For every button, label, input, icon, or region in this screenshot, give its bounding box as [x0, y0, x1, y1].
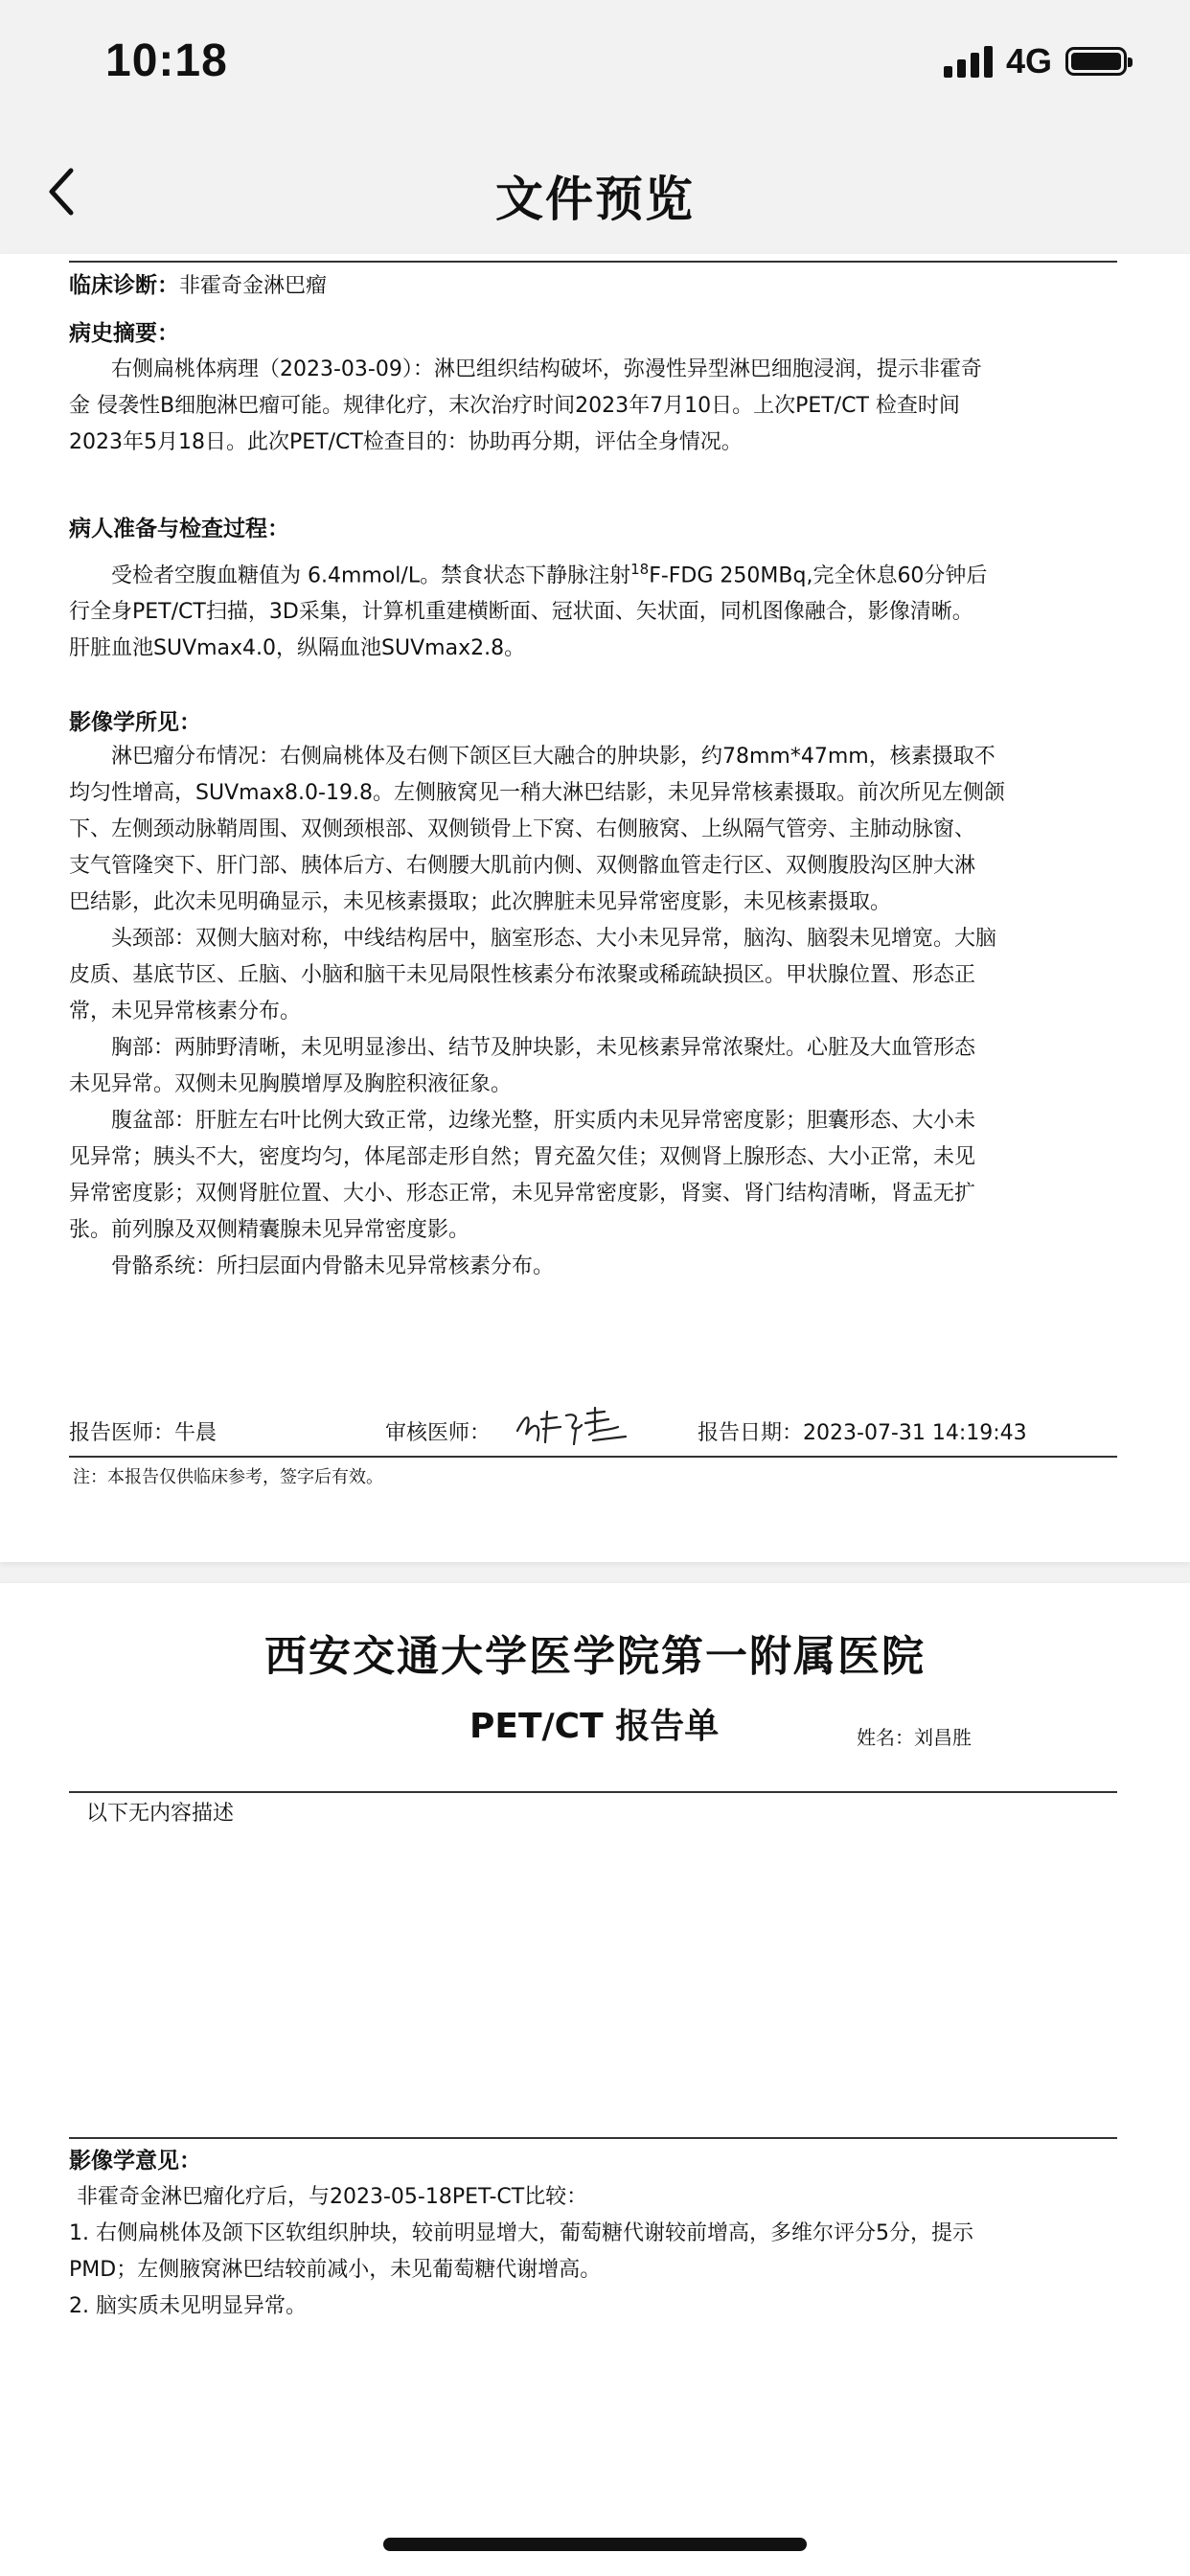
findings-line: 下、左侧颈动脉鞘周围、双侧颈根部、双侧锁骨上下窝、右侧腋窝、上纵隔气管旁、主肺动脉窗、 — [69, 817, 976, 841]
document-page-2 — [0, 1583, 1190, 2576]
status-bar — [0, 0, 1190, 134]
signature-image — [513, 1402, 637, 1450]
opinion-line: 2. 脑实质未见明显异常。 — [69, 2294, 307, 2318]
findings-line: 见异常；胰头不大，密度均匀，体尾部走形自然；胃充盈欠佳；双侧肾上腺形态、大小正常，未见 — [69, 1145, 976, 1169]
opinion-body — [69, 2179, 1133, 2325]
prep-superscript: 18 — [630, 561, 650, 578]
status-time: 10:18 — [105, 35, 228, 86]
findings-line: 未见异常。双侧未见胸膜增厚及胸腔积液征象。 — [69, 1072, 513, 1096]
findings-line: 胸部：两肺野清晰，未见明显渗出、结节及肿块影，未见核素异常浓聚灶。心脏及大血管形态 — [111, 1036, 976, 1060]
report-title — [469, 1708, 719, 1745]
findings-line: 异常密度影；双侧肾脏位置、大小、形态正常，未见异常密度影，肾窦、肾门结构清晰，肾盂无扩 — [69, 1182, 976, 1206]
hospital-name: 西安交通大学医学院第一附属医院 — [264, 1632, 926, 1681]
document-page-1 — [0, 254, 1190, 1562]
no-more-content: 以下无内容描述 — [86, 1802, 235, 1826]
opinion-line: 1. 右侧扁桃体及颌下区软组织肿块，较前明显增大，葡萄糖代谢较前增高，多维尔评分5分，提示 — [69, 2221, 973, 2245]
history-line: 右侧扁桃体病理（2023-03-09）：淋巴组织结构破坏，弥漫性异型淋巴细胞浸润，提示非霍奇 — [111, 357, 982, 381]
prep-title: 病人准备与检查过程： — [69, 517, 289, 541]
nav-bar — [0, 134, 1190, 254]
divider — [69, 2137, 1117, 2139]
report-title-en: PET/CT — [469, 1707, 604, 1746]
opinion-title: 影像学意见： — [69, 2149, 201, 2174]
patient-name: 姓名：刘昌胜 — [857, 1726, 972, 1749]
report-date — [698, 1415, 1027, 1452]
findings-line: 张。前列腺及双侧精囊腺未见异常密度影。 — [69, 1218, 470, 1242]
divider — [69, 261, 1117, 263]
prep-line — [69, 551, 1123, 594]
findings-line: 常，未见异常核素分布。 — [69, 1000, 302, 1024]
reviewer-label: 审核医师： — [385, 1421, 492, 1445]
history-body — [69, 352, 1123, 461]
findings-line: 头颈部：双侧大脑对称，中线结构居中，脑室形态、大小未见异常，脑沟、脑裂未见增宽。大脑 — [111, 927, 997, 951]
findings-line: 腹盆部：肝脏左右叶比例大致正常，边缘光整，肝实质内未见异常密度影；胆囊形态、大小未 — [111, 1109, 976, 1133]
findings-body — [69, 739, 1123, 1285]
history-line: 金 侵袭性B细胞淋巴瘤可能。规律化疗，末次治疗时间2023年7月10日。上次PET/CT 检查时间 — [69, 394, 960, 418]
prep-text-a: 受检者空腹血糖值为 6.4mmol/L。禁食状态下静脉注射 — [111, 564, 631, 588]
opinion-line: PMD；左侧腋窝淋巴结较前减小，未见葡萄糖代谢增高。 — [69, 2258, 602, 2282]
report-title-cn: 报告单 — [603, 1706, 720, 1746]
battery-icon — [1065, 47, 1127, 76]
signal-icon — [944, 45, 993, 78]
report-date-value: 2023-07-31 14:19:43 — [803, 1421, 1027, 1445]
findings-line: 皮质、基底节区、丘脑、小脑和脑干未见局限性核素分布浓聚或稀疏缺损区。甲状腺位置、形态正 — [69, 963, 976, 987]
history-title: 病史摘要： — [69, 321, 179, 346]
report-note: 注：本报告仅供临床参考，签字后有效。 — [73, 1467, 383, 1487]
divider — [69, 1791, 1117, 1793]
report-doctor: 报告医师：牛晨 — [69, 1421, 217, 1445]
status-indicators — [944, 42, 1127, 80]
prep-line: 行全身PET/CT扫描，3D采集，计算机重建横断面、冠状面、矢状面，同机图像融合，影像清晰。 — [69, 600, 973, 625]
report-date-label: 报告日期： — [698, 1421, 804, 1445]
opinion-line: 非霍奇金淋巴瘤化疗后，与2023-05-18PET-CT比较： — [77, 2185, 588, 2209]
findings-line: 淋巴瘤分布情况：右侧扁桃体及右侧下颌区巨大融合的肿块影，约78mm*47mm，核素摄取不 — [111, 745, 995, 769]
prep-line: 肝脏血池SUVmax4.0，纵隔血池SUVmax2.8。 — [69, 636, 526, 661]
page-title: 文件预览 — [495, 172, 695, 227]
history-line: 2023年5月18日。此次PET/CT检查目的：协助再分期，评估全身情况。 — [69, 430, 743, 454]
findings-line: 均匀性增高，SUVmax8.0-19.8。左侧腋窝见一稍大淋巴结影，未见异常核素摄取。前次所见左侧颌 — [69, 781, 1005, 805]
diagnosis-value: 非霍奇金淋巴瘤 — [179, 274, 328, 298]
prep-text-b: F-FDG 250MBq,完全休息60分钟后 — [649, 564, 988, 588]
network-label: 4G — [1005, 41, 1052, 80]
diagnosis-line — [69, 267, 327, 305]
findings-line: 支气管隆突下、肝门部、胰体后方、右侧腰大肌前内侧、双侧髂血管走行区、双侧腹股沟区肿大淋 — [69, 854, 976, 878]
findings-line: 巴结影，此次未见明确显示，未见核素摄取；此次脾脏未见异常密度影，未见核素摄取。 — [69, 890, 892, 914]
findings-line: 骨骼系统：所扫层面内骨骼未见异常核素分布。 — [111, 1254, 555, 1278]
reviewer-signature — [513, 1402, 637, 1462]
findings-title: 影像学所见： — [69, 710, 201, 735]
prep-body — [69, 551, 1123, 667]
diagnosis-label: 临床诊断： — [69, 273, 179, 298]
home-indicator[interactable] — [383, 2538, 807, 2551]
divider — [69, 1456, 1117, 1458]
